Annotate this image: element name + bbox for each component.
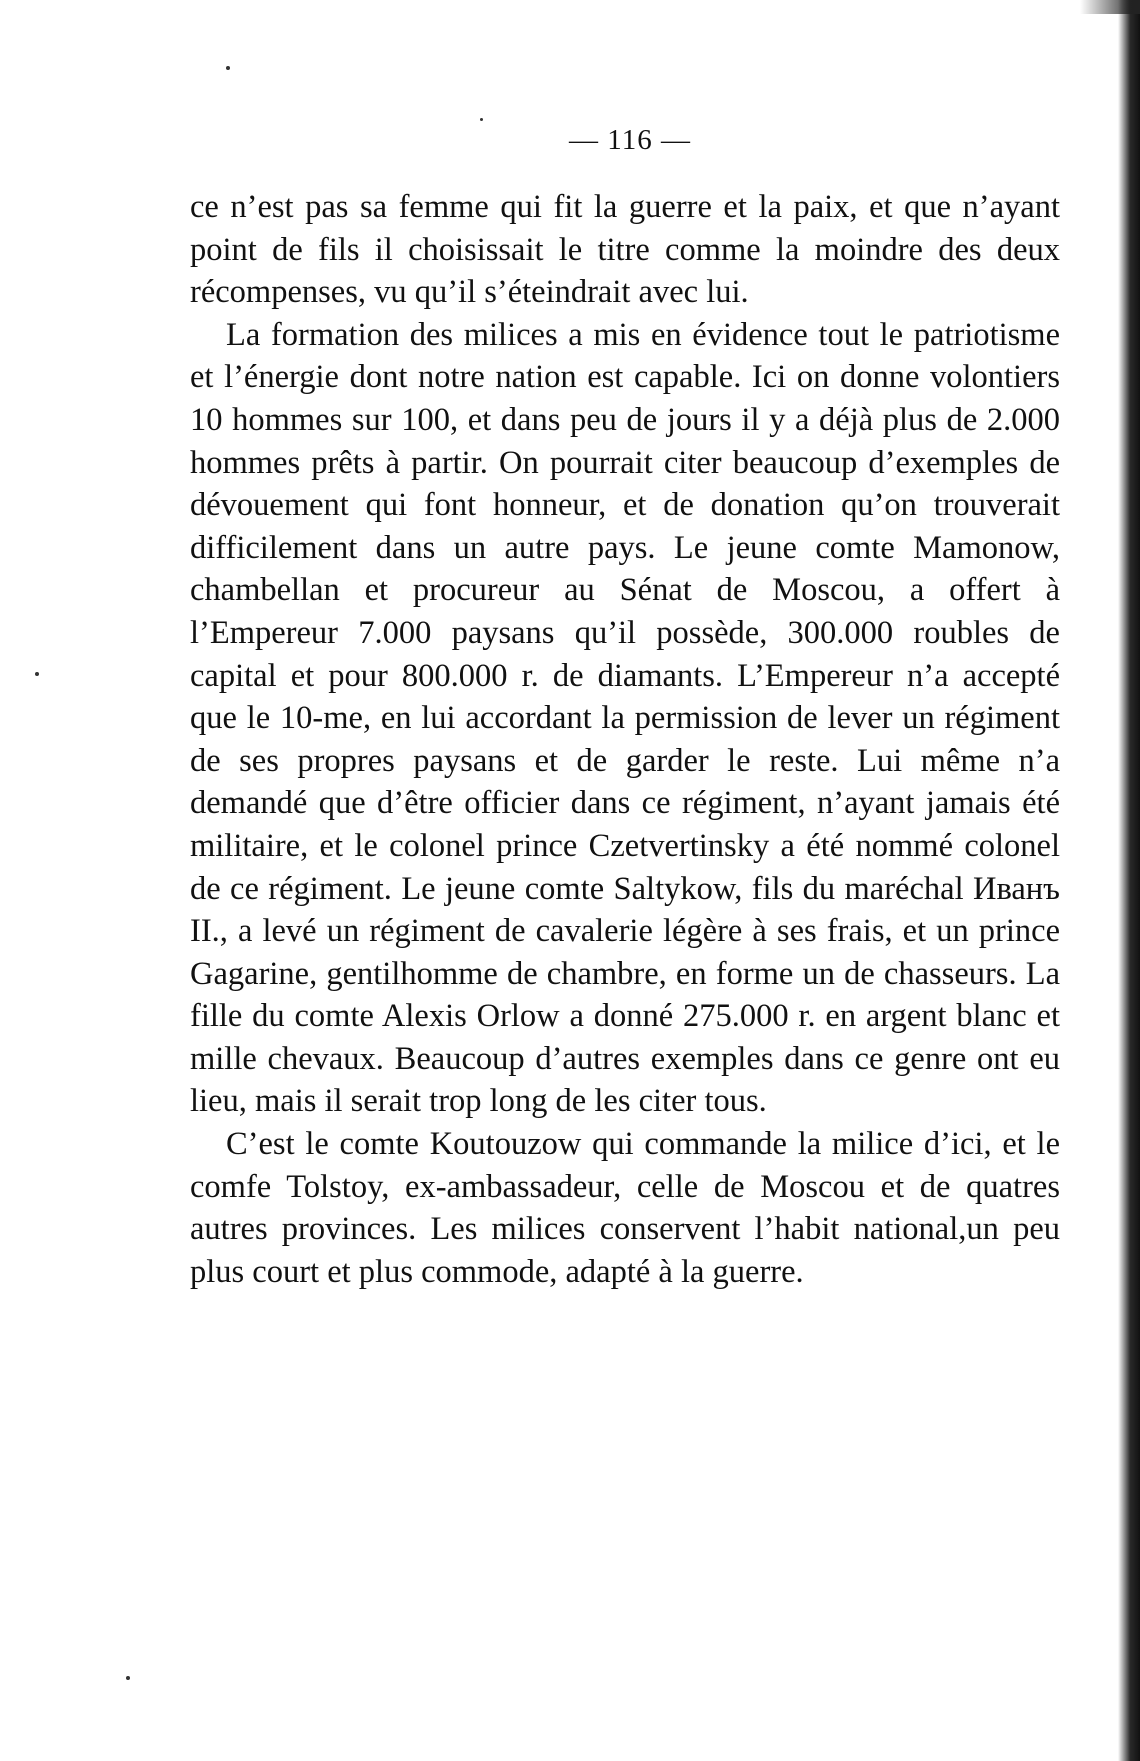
scan-speck: [226, 66, 230, 70]
page-edge-shadow: [1118, 0, 1140, 1761]
scan-speck: [35, 672, 39, 676]
scan-speck: [480, 118, 483, 121]
scan-speck: [126, 1676, 130, 1680]
paragraph-3: C’est le comte Koutouzow qui commande la milice d’ici, et le comfe Tolstoy, ex-ambassadeur, celle de Moscou et de quatres autres provinces. Les milices conservent l’habit national,un peu plus court et plus commode, adapté à la guerre.: [190, 1126, 1060, 1290]
page-number: — 116 —: [569, 124, 691, 156]
page-corner-shadow: [1080, 0, 1140, 14]
paragraph-1: ce n’est pas sa femme qui fit la guerre et la paix, et que n’ayant point de fils il choisissait le titre comme la moindre des deux récompenses, vu qu’il s’éteindrait avec lui.: [190, 189, 1060, 311]
body-text: [190, 186, 1060, 1293]
paragraph-2: La formation des milices a mis en évidence tout le patriotisme et l’énergie dont notre nation est capable. Ici on donne volontiers 10 hommes sur 100, et dans peu de jours il y a déjà plus de 2.000 hommes prêts à partir. On pourrait citer beaucoup d’exemples de dévouement qui font honneur, et de donation qu’on trouverait difficilement dans un autre pays. Le jeune comte Mamonow, chambellan et procureur au Sénat de Moscou, a offert à l’Empereur 7.000 paysans qu’il possède, 300.000 roubles de capital et pour 800.000 r. de diamants. L’Empereur n’a accepté que le 10-me, en lui accordant la permission de lever un régiment de ses propres paysans et de garder le reste. Lui même n’a demandé que d’être officier dans ce régiment, n’ayant jamais été militaire, et le colonel prince Czetvertinsky a été nommé colonel de ce régiment. Le jeune comte Saltykow, fils du maréchal Иванъ II., a levé un régiment de cavalerie légère à ses frais, et un prince Gagarine, gentilhomme de chambre, en forme un de chasseurs. La fille du comte Alexis Orlow a donné 275.000 r. en argent blanc et mille chevaux. Beaucoup d’autres exemples dans ce genre ont eu lieu, mais il serait trop long de les citer tous.: [190, 316, 1060, 1120]
